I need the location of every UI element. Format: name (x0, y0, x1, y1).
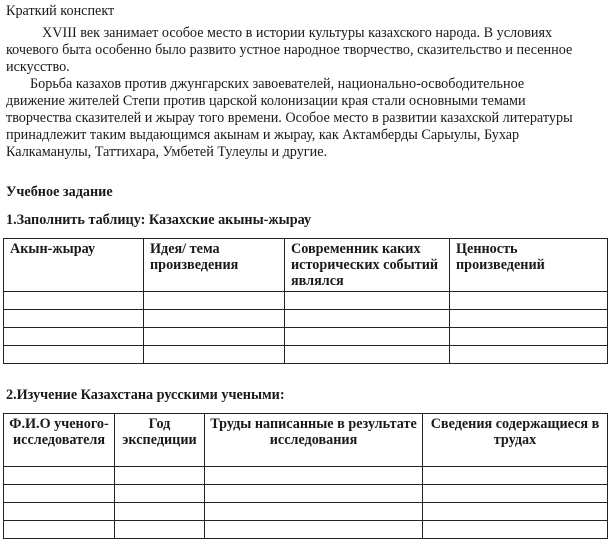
paragraph-line: Борьба казахов против джунгарских завоевателей, национально-освободительное (30, 76, 525, 92)
table-cell (285, 328, 450, 346)
table-header-row (4, 414, 608, 467)
paragraph-struggle (6, 76, 606, 161)
table-cell (450, 346, 608, 364)
study-task-heading: Учебное задание (6, 184, 113, 200)
table-cell (4, 310, 144, 328)
table-cell (144, 292, 285, 310)
researchers-table (3, 413, 608, 539)
column-header: Труды написанные в результате исследования (205, 414, 423, 467)
table-cell (115, 485, 205, 503)
paragraph-line: творчества сказителей и жырау того времени. Особое место в развитии казахской литературы (6, 110, 573, 126)
table-cell (205, 503, 423, 521)
table-cell (115, 467, 205, 485)
table-row (4, 328, 608, 346)
table-cell (144, 328, 285, 346)
table-row (4, 485, 608, 503)
table-cell (450, 328, 608, 346)
akyn-table (3, 238, 608, 364)
table-cell (285, 310, 450, 328)
column-header: Идея/ тема произведения (144, 239, 285, 292)
table-cell (205, 467, 423, 485)
table-cell (423, 467, 608, 485)
table-row (4, 310, 608, 328)
column-header: Год экспедиции (115, 414, 205, 467)
table-cell (450, 292, 608, 310)
table-row (4, 503, 608, 521)
paragraph-intro (6, 25, 606, 76)
task1-heading: 1.Заполнить таблицу: Казахские акыны-жырау (6, 212, 312, 228)
table-row (4, 346, 608, 364)
paragraph-line: Калкаманулы, Таттихара, Умбетей Тулеулы и другие. (6, 144, 328, 160)
paragraph-line: принадлежит таким выдающимся акынам и жырау, как Актамберды Сарыулы, Бухар (6, 127, 520, 143)
table-cell (205, 485, 423, 503)
table-row (4, 467, 608, 485)
column-header: Ф.И.О ученого-исследователя (4, 414, 115, 467)
column-header: Современник каких исторических событий являлся (285, 239, 450, 292)
column-header: Сведения содержащиеся в трудах (423, 414, 608, 467)
table-cell (4, 503, 115, 521)
paragraph-line: XVIII век занимает особое место в истории культуры казахского народа. В условиях (42, 25, 553, 41)
table-header-row (4, 239, 608, 292)
task2-heading: 2.Изучение Казахстана русскими учеными: (6, 387, 285, 403)
column-header: Акын-жырау (4, 239, 144, 292)
table-cell (423, 485, 608, 503)
table-cell (285, 346, 450, 364)
table-cell (423, 521, 608, 539)
table-cell (115, 503, 205, 521)
table-cell (4, 521, 115, 539)
table-row (4, 521, 608, 539)
column-header: Ценность произведений (450, 239, 608, 292)
table-cell (115, 521, 205, 539)
table-cell (423, 503, 608, 521)
table-cell (4, 292, 144, 310)
paragraph-line: кочевого быта особенно было развито устное народное творчество, сказительство и песенное (6, 42, 573, 58)
table-cell (144, 346, 285, 364)
table-row (4, 292, 608, 310)
paragraph-line: искусство. (6, 59, 70, 75)
table-cell (4, 467, 115, 485)
paragraph-line: движение жителей Степи против царской колонизации края стали основными темами (6, 93, 526, 109)
table-cell (4, 346, 144, 364)
table-cell (4, 485, 115, 503)
table-cell (285, 292, 450, 310)
table-cell (450, 310, 608, 328)
table-cell (144, 310, 285, 328)
page-title: Краткий конспект (6, 3, 115, 19)
table-cell (205, 521, 423, 539)
table-cell (4, 328, 144, 346)
